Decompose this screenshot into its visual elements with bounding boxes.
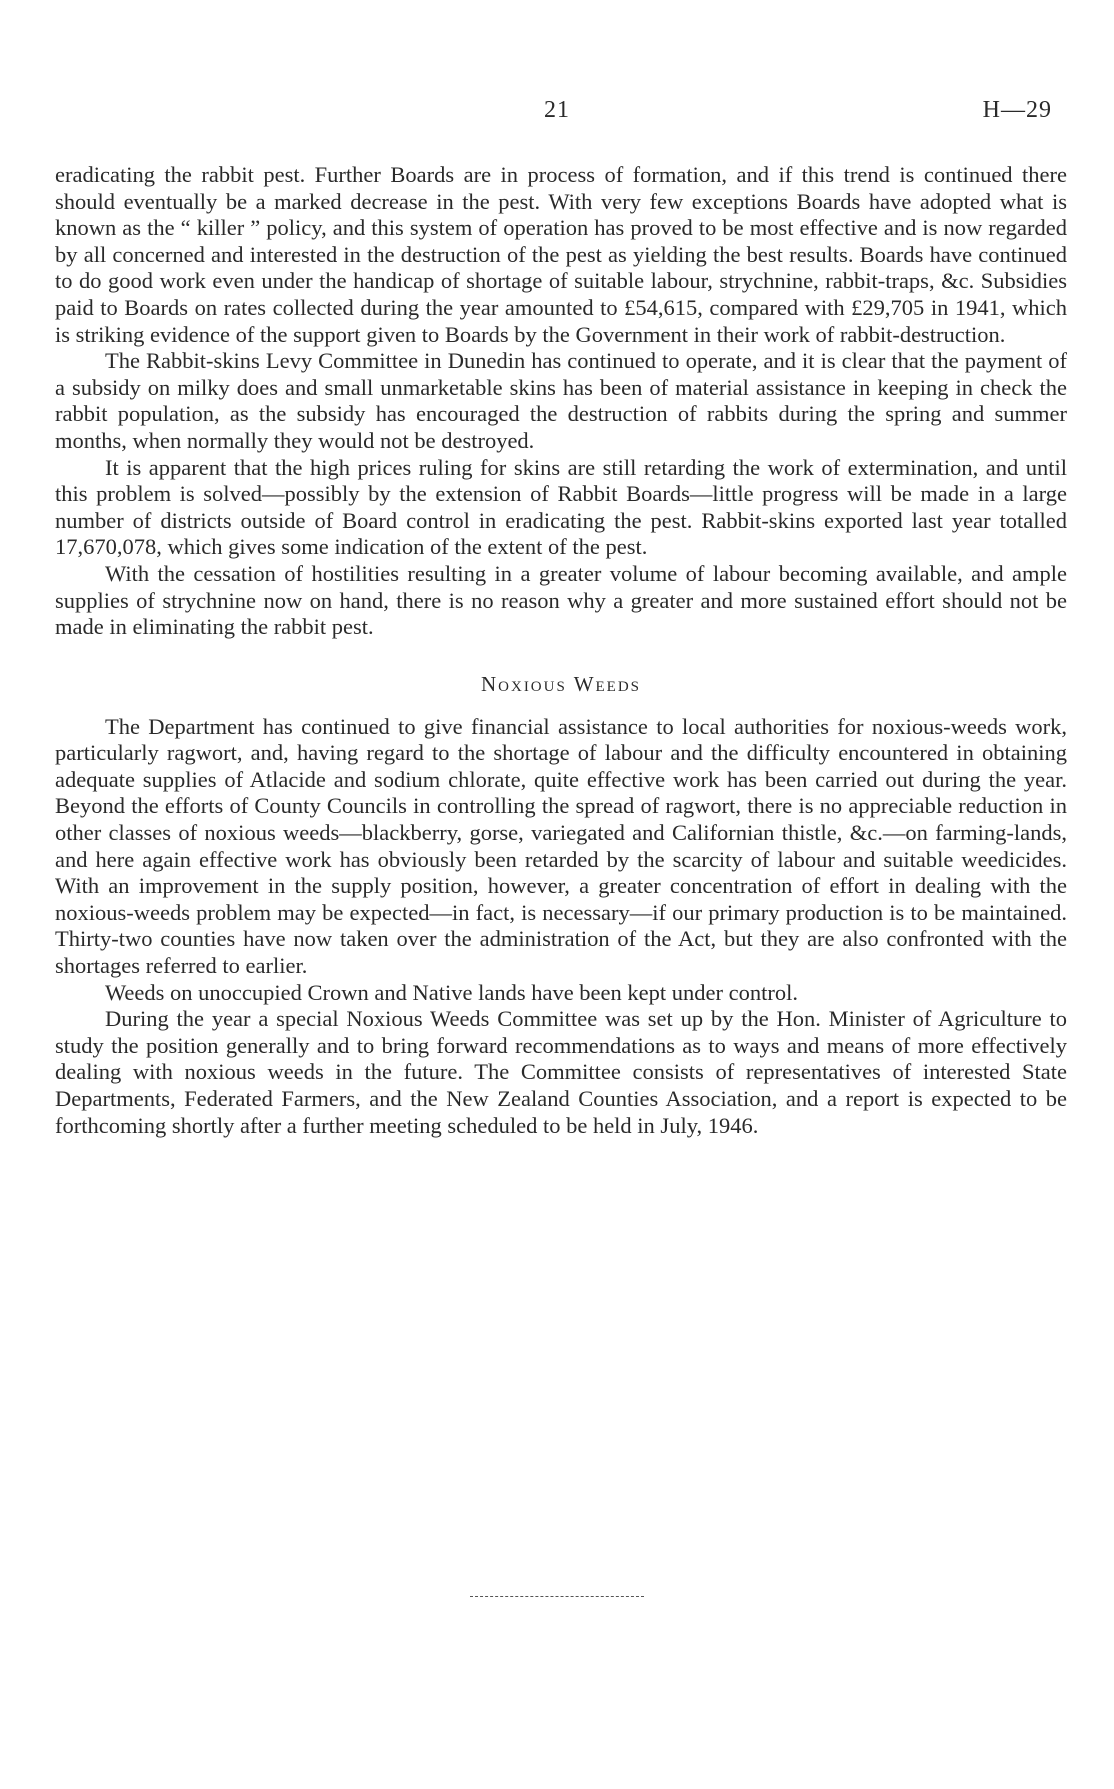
paragraph-noxious-weeds-assistance: The Department has continued to give financial assistance to local authorities for noxious-weeds work, particularly ragwort, and, having regard to the shortage of labour and the difficulty encountered in obtaining adequate supplies of Atlacide and sodium chlorate, quite effective work has been carried out during the year. Beyond the efforts of County Councils in controlling the spread of ragwort, there is no appreciable reduction in other classes of noxious weeds—blackberry, gorse, variegated and Californian thistle, &c.—on farming-lands, and here again effective work has obviously been retarded by the scarcity of labour and suitable weedicides. With an improvement in the supply position, however, a greater concentration of effort in dealing with the noxious-weeds problem may be expected—in fact, is necessary—if our primary production is to be maintained. Thirty-two counties have now taken over the administration of the Act, but they are also confronted with the shortages referred to earlier. [55, 713, 1067, 979]
end-rule-divider [470, 1596, 644, 1597]
paragraph-crown-native-lands: Weeds on unoccupied Crown and Native lands have been kept under control. [105, 979, 798, 1005]
paragraph-rabbit-skins-levy: The Rabbit-skins Levy Committee in Dunedin has continued to operate, and it is clear that the payment of a subsidy on milky does and small unmarketable skins has been of material assistance in keeping in check the rabbit population, as the subsidy has encouraged the destruction of rabbits during the spring and summer months, when normally they would not be destroyed. [55, 348, 1067, 453]
paragraph-cessation-hostilities: With the cessation of hostilities resulting in a greater volume of labour becoming available, and ample supplies of strychnine now on hand, there is no reason why a greater and more sustained effort should not be made in eliminating the rabbit pest. [55, 560, 1067, 640]
section-heading-noxious-weeds: Noxious Weeds [480, 671, 642, 696]
page-body [55, 162, 1067, 1139]
page-number: 21 [544, 97, 570, 123]
paragraph-rabbit-boards: eradicating the rabbit pest. Further Boards are in process of formation, and if this trend is continued there should eventually be a marked decrease in the pest. With very few exceptions Boards have adopted what is known as the “ killer ” policy, and this system of operation has proved to be most effective and is now regarded by all concerned and interested in the destruction of the pest as yielding the best results. Boards have continued to do good work even under the handicap of shortage of suitable labour, strychnine, rabbit-traps, &c. Subsidies paid to Boards on rates collected during the year amounted to £54,615, compared with £29,705 in 1941, which is striking evidence of the support given to Boards by the Government in their work of rabbit-destruction. [55, 162, 1067, 347]
paragraph-skin-prices: It is apparent that the high prices ruling for skins are still retarding the work of extermination, and until this problem is solved—possibly by the extension of Rabbit Boards—little progress will be made in a large number of districts outside of Board control in eradicating the pest. Rabbit-skins exported last year totalled 17,670,078, which gives some indication of the extent of the pest. [55, 454, 1067, 560]
paragraph-noxious-weeds-committee: During the year a special Noxious Weeds Committee was set up by the Hon. Minister of Agriculture to study the position generally and to bring forward recommendations as to ways and means of more effectively dealing with noxious weeds in the future. The Committee consists of representatives of interested State Departments, Federated Farmers, and the New Zealand Counties Association, and a report is expected to be forthcoming shortly after a further meeting scheduled to be held in July, 1946. [55, 1006, 1067, 1138]
document-reference: H—29 [982, 97, 1052, 123]
